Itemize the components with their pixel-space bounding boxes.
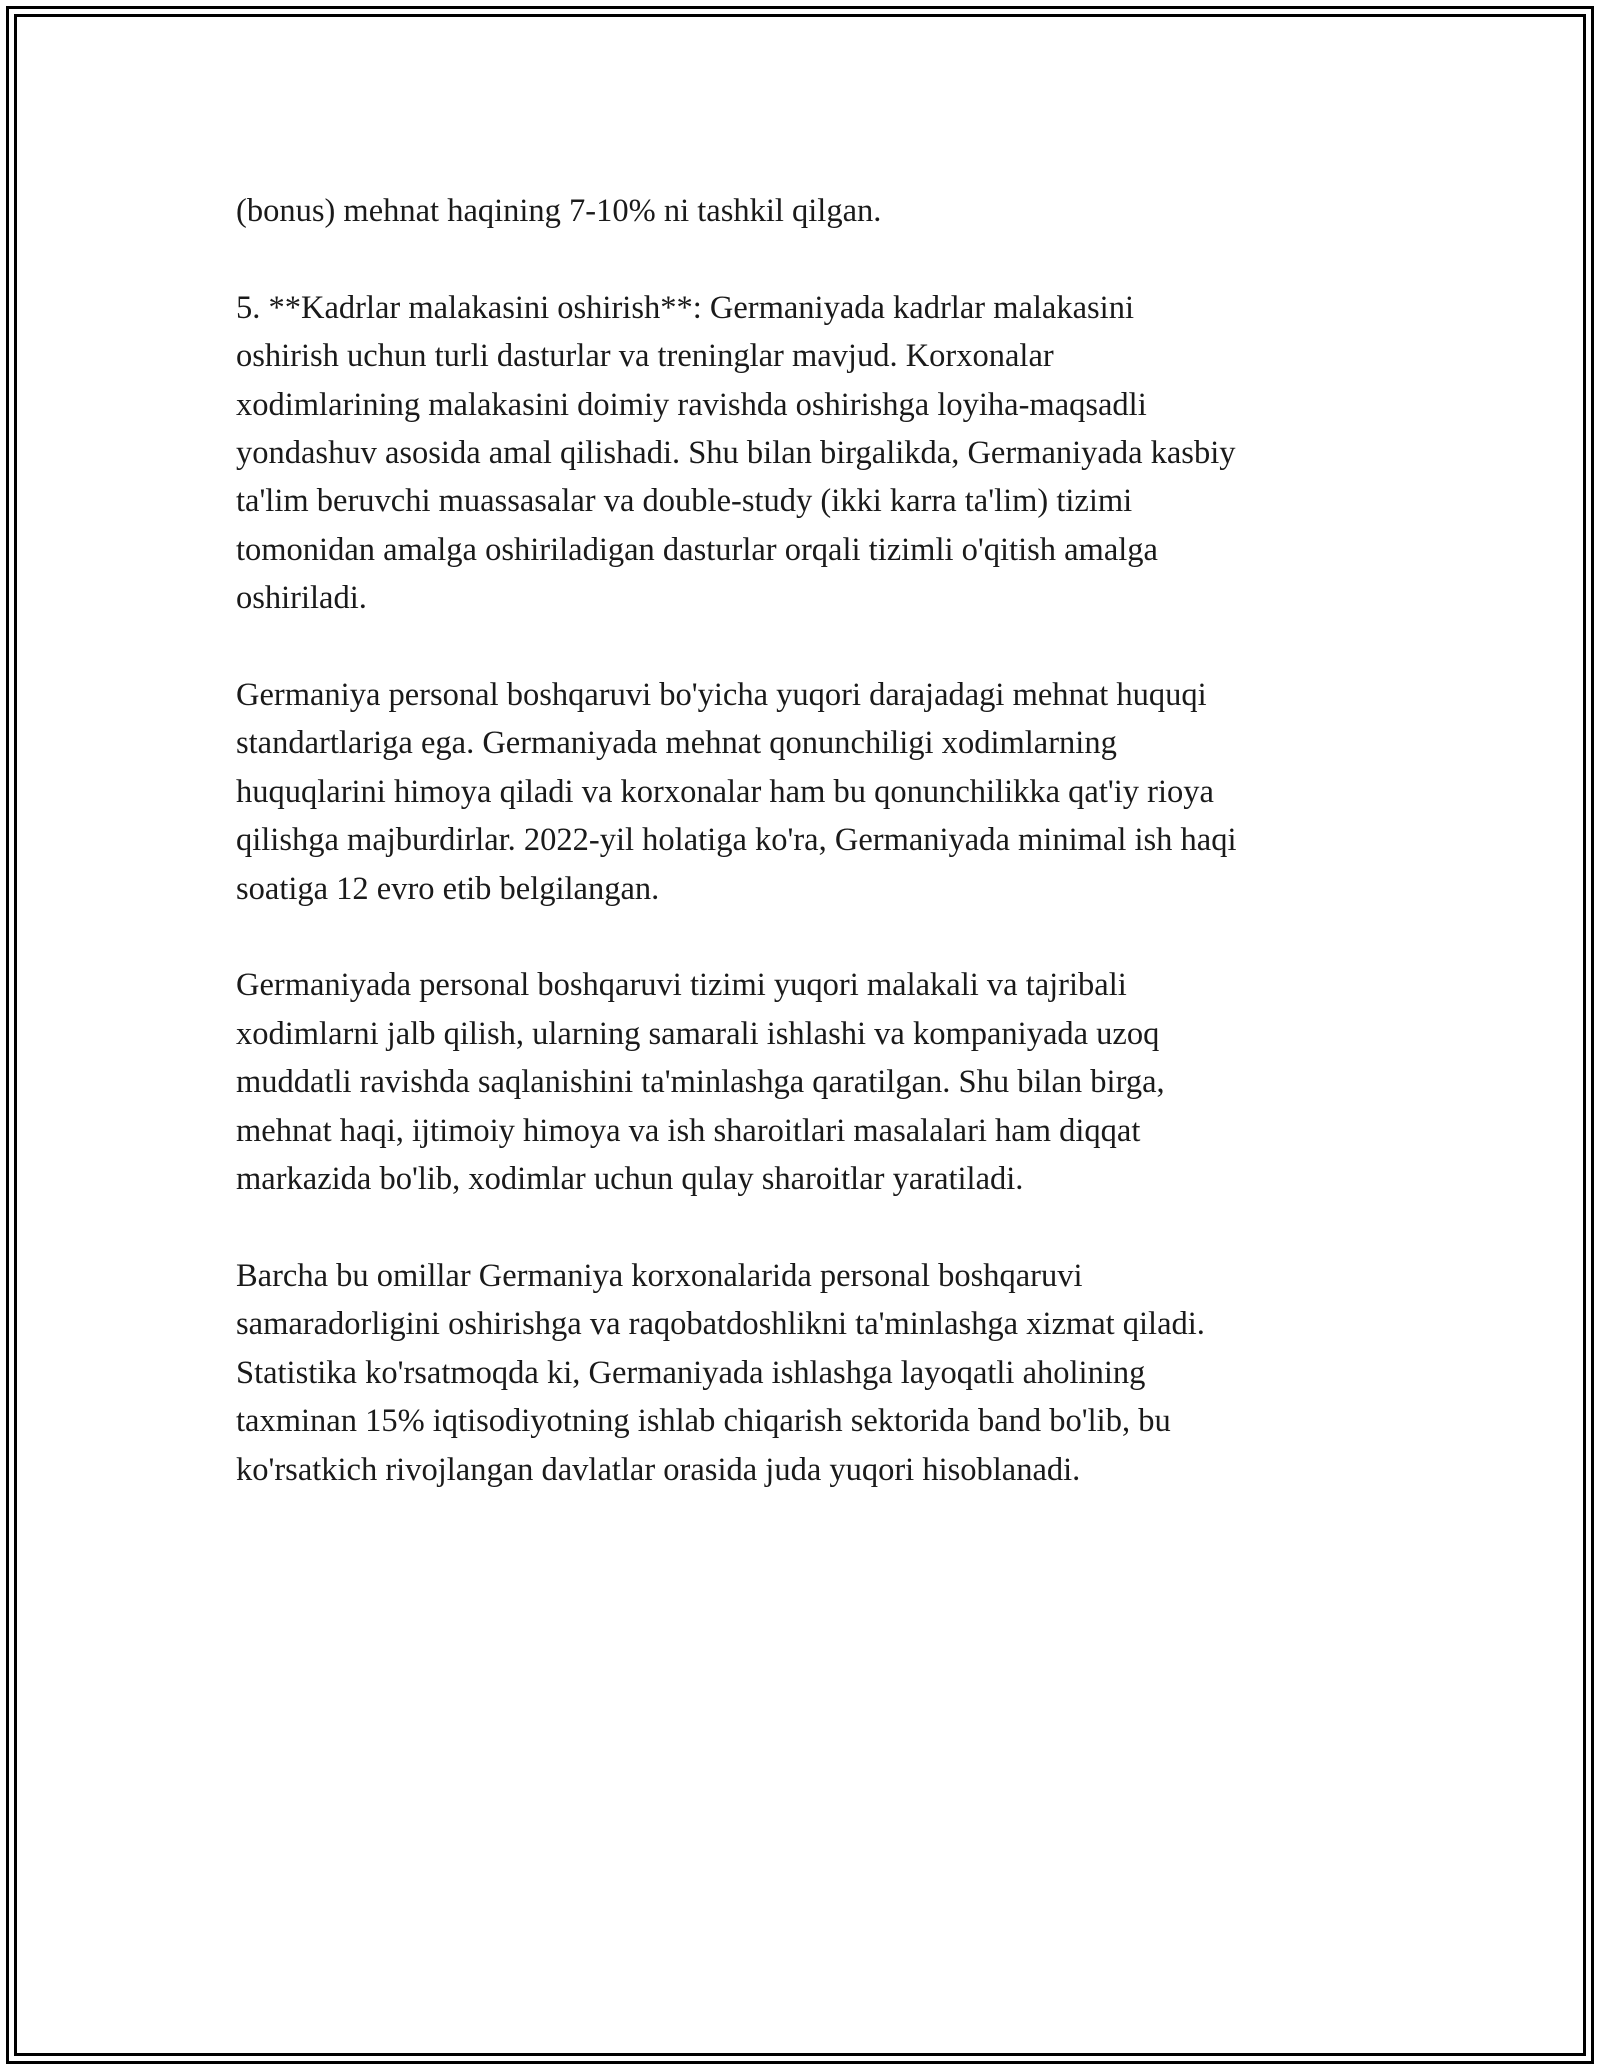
document-body (236, 187, 1386, 1542)
paragraph-staff-qualification: 5. **Kadrlar malakasini oshirish**: Germaniyada kadrlar malakasini oshirish uchun turli dasturlar va treninglar mavjud. Korxonalar xodimlarining malakasini doimiy ravishda oshirishga loyiha-maqsadli yondashuv asosida amal qilishadi. Shu bilan birgalikda, Germaniyada kasbiy ta'lim beruvchi muassasalar va double-study (ikki karra ta'lim) tizimi tomonidan amalga oshiriladigan dasturlar orqali tizimli o'qitish amalga oshiriladi. (236, 289, 1236, 617)
paragraph-personnel-system-goals: Germaniyada personal boshqaruvi tizimi yuqori malakali va tajribali xodimlarni jalb qilish, ularning samarali ishlashi va kompaniyada uzoq muddatli ravishda saqlanishini ta'minlashga qaratilgan. Shu bilan birga, mehnat haqi, ijtimoiy himoya va ish sharoitlari masalalari ham diqqat markazida bo'lib, xodimlar uchun qulay sharoitlar yaratiladi. (236, 967, 1165, 1198)
paragraph-conclusion-statistics: Barcha bu omillar Germaniya korxonalarida personal boshqaruvi samaradorligini oshirishga va raqobatdoshlikni ta'minlashga xizmat qiladi. Statistika ko'rsatmoqda ki, Germaniyada ishlashga layoqatli aholining taxminan 15% iqtisodiyotning ishlab chiqarish sektorida band bo'lib, bu ko'rsatkich rivojlangan davlatlar orasida juda yuqori hisoblanadi. (236, 1257, 1205, 1488)
paragraph-labor-law-standards: Germaniya personal boshqaruvi bo'yicha yuqori darajadagi mehnat huquqi standartlariga ega. Germaniyada mehnat qonunchiligi xodimlarning huquqlarini himoya qiladi va korxonalar ham bu qonunchilikka qat'iy rioya qilishga majburdirlar. 2022-yil holatiga ko'ra, Germaniyada minimal ish haqi soatiga 12 evro etib belgilangan. (236, 677, 1237, 907)
paragraph-bonus-continuation: (bonus) mehnat haqining 7-10% ni tashkil qilgan. (236, 193, 882, 229)
